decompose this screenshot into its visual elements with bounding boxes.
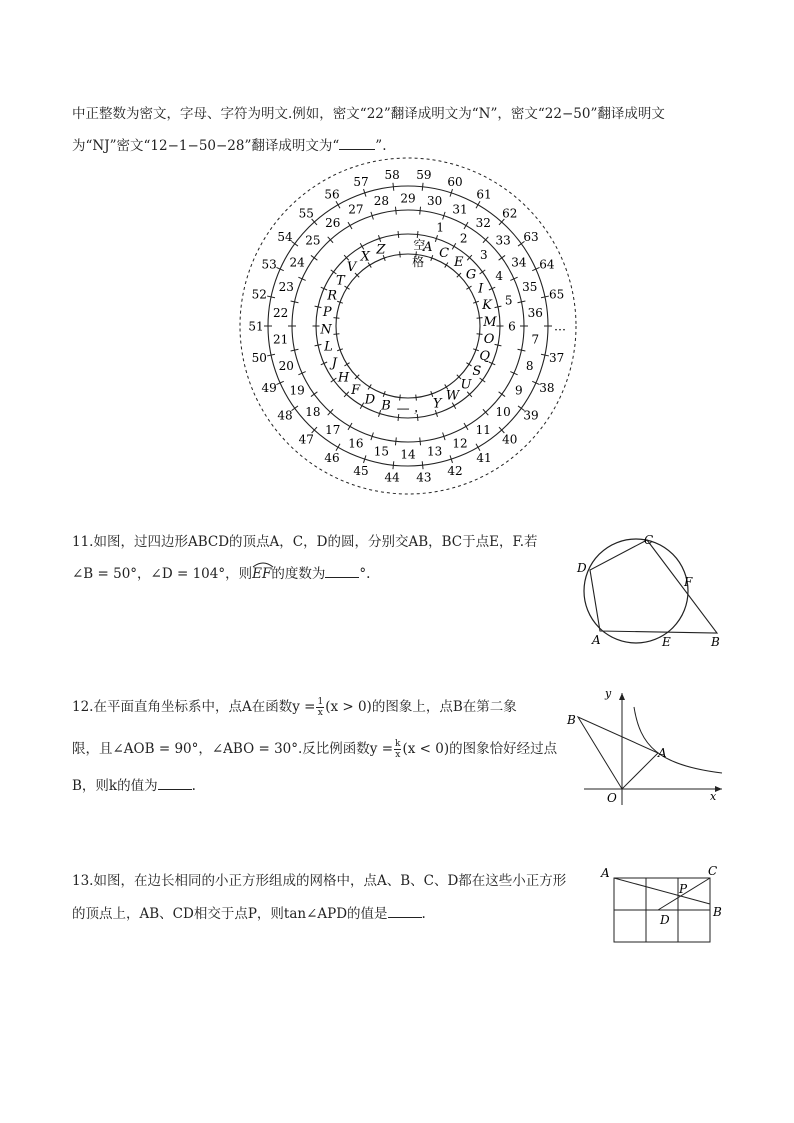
wheel-outer-number: 45	[353, 463, 369, 478]
wheel-letter: V	[346, 260, 357, 276]
wheel-letter: Q	[479, 348, 490, 364]
wheel-inner-number: 2	[459, 231, 468, 246]
wheel-tick	[360, 243, 364, 249]
wheel-outer-number: 61	[476, 187, 492, 202]
wheel-inner-number: 3	[479, 248, 488, 263]
wheel-inner-number: 6	[508, 319, 516, 334]
wheel-ring-inner	[316, 231, 500, 418]
q11-text-2c: °.	[359, 566, 371, 582]
q11-label-f: F	[684, 575, 693, 589]
wheel-letter: W	[445, 388, 460, 404]
wheel-tick	[499, 255, 505, 260]
wheel-outer-number: 65	[549, 287, 565, 302]
q11-label-b: B	[711, 635, 720, 649]
frac1-numerator: 1	[317, 697, 324, 707]
wheel-tick	[311, 392, 317, 397]
wheel-middle-number: 31	[452, 202, 468, 217]
wheel-outer-number: 40	[502, 432, 518, 447]
wheel-letter: S	[472, 364, 482, 380]
wheel-middle-number: 34	[511, 255, 527, 270]
answer-blank-intro[interactable]	[339, 137, 375, 150]
wheel-tick	[336, 201, 340, 208]
q12-text-2a: 限，且∠AOB = 90°，∠ABO = 30°.反比例函数y =	[72, 741, 394, 757]
wheel-middle-number: 13	[426, 444, 443, 459]
wheel-letter: F	[351, 382, 361, 398]
wheel-ring-outer	[268, 186, 548, 466]
wheel-letter: I	[478, 281, 484, 297]
wheel-inner-number: 4	[495, 269, 503, 284]
frac2-denominator: x	[395, 750, 401, 760]
arc-mark-icon	[252, 562, 274, 568]
q11-arc-label: EF	[252, 566, 272, 582]
q12-line-1	[72, 695, 517, 718]
intro-text-2a: 为“NJ”密文“12−1−50−28”翻译成明文为“	[72, 138, 340, 154]
wheel-tick	[495, 306, 502, 307]
wheel-outer-number: …	[554, 319, 566, 334]
wheel-middle-number: 33	[495, 233, 511, 248]
q13-line-2	[72, 902, 426, 922]
wheel-tick	[395, 207, 396, 215]
q12-fraction-2	[394, 739, 401, 760]
wheel-tick	[476, 201, 480, 208]
wheel-tick	[452, 243, 456, 249]
wheel-outer-number: 56	[324, 187, 340, 202]
q12-label-b: B	[567, 713, 576, 727]
wheel-tick	[445, 262, 448, 267]
wheel-letter: N	[320, 322, 332, 338]
q11-label-a: A	[592, 633, 601, 647]
q13-label-p: P	[679, 882, 688, 896]
frac1-denominator: x	[317, 708, 323, 718]
wheel-middle-number: 28	[373, 194, 390, 209]
wheel-middle-number: 7	[531, 332, 540, 347]
wheel-tick	[420, 207, 421, 215]
q13-label-b: B	[713, 905, 722, 919]
wheel-tick	[315, 344, 322, 345]
q11-arc-ef	[252, 566, 271, 582]
wheel-tick	[398, 231, 399, 238]
wheel-middle-number: 27	[348, 202, 364, 217]
wheel-outer-number: 58	[384, 168, 400, 183]
wheel-letter: M	[483, 314, 497, 330]
q13-label-d: D	[660, 913, 670, 927]
wheel-outer-number: 41	[476, 450, 492, 465]
q11-line-2	[72, 562, 370, 582]
wheel-letter: J	[331, 355, 337, 371]
wheel-tick	[452, 403, 456, 409]
wheel-tick	[393, 183, 394, 191]
wheel-tick	[348, 423, 352, 430]
q11-text-2b: 的度数为	[271, 566, 326, 582]
wheel-middle-number: 32	[475, 215, 491, 230]
wheel-tick	[422, 183, 423, 191]
q13-text-2a: 的顶点上，AB、CD相交于点P，则tan∠APD的值是	[72, 906, 388, 922]
wheel-middle-number: 12	[452, 436, 468, 451]
q11-label-d: D	[577, 561, 587, 575]
wheel-tick	[495, 344, 502, 345]
wheel-outer-number: 44	[384, 470, 400, 485]
wheel-tick	[315, 306, 322, 307]
wheel-tick	[477, 334, 483, 335]
wheel-outer-number: 63	[523, 229, 539, 244]
wheel-tick	[464, 222, 468, 229]
wheel-middle-number: 23	[278, 279, 294, 294]
wheel-outer-number: 57	[353, 174, 369, 189]
wheel-middle-number: 30	[426, 194, 443, 209]
wheel-inner-number: 1	[436, 220, 444, 235]
wheel-middle-number: 26	[325, 215, 341, 230]
wheel-tick	[333, 318, 339, 319]
wheel-outer-number: 39	[523, 408, 539, 423]
q12-figure	[562, 685, 742, 815]
wheel-letter: E	[453, 255, 464, 271]
q13-figure	[598, 862, 738, 952]
wheel-outer-number: 42	[447, 463, 463, 478]
wheel-outer-number: 60	[447, 174, 463, 189]
wheel-middle-number: 19	[289, 383, 305, 398]
frac2-numerator: k	[395, 739, 401, 749]
wheel-letter: L	[324, 339, 333, 355]
wheel-tick	[464, 423, 468, 430]
wheel-middle-number: 29	[400, 191, 416, 206]
wheel-letter: K	[482, 297, 492, 313]
q12-text-1b: (x > 0)的图象上，点B在第二象	[325, 699, 517, 715]
wheel-middle-number: 9	[515, 383, 523, 398]
wheel-letter: G	[465, 267, 477, 283]
wheel-letter: U	[460, 377, 472, 393]
intro-line-1	[72, 102, 665, 122]
wheel-tick	[348, 222, 352, 229]
wheel-letter: B	[381, 398, 391, 414]
wheel-outer-number: 55	[298, 206, 314, 221]
wheel-outer-number: 38	[539, 381, 555, 396]
wheel-outer-number: 46	[324, 450, 340, 465]
wheel-letter: O	[483, 332, 495, 348]
q11-label-e: E	[662, 635, 671, 649]
wheel-letter: P	[322, 305, 332, 321]
q12-text-2b: (x < 0)的图象恰好经过点	[402, 741, 558, 757]
wheel-tick	[466, 363, 471, 366]
wheel-tick	[311, 255, 317, 260]
wheel-middle-number: 18	[305, 404, 321, 419]
wheel-middle-number: 20	[278, 358, 294, 373]
q13-label-a: A	[601, 866, 610, 880]
wheel-tick	[400, 251, 401, 257]
wheel-outer-number: 53	[261, 257, 277, 272]
wheel-tick	[344, 363, 349, 366]
wheel-letter: C	[439, 246, 450, 262]
wheel-outer-number: 62	[502, 206, 518, 221]
wheel-outer-number: 48	[277, 408, 293, 423]
wheel-tick	[466, 286, 471, 289]
wheel-outer-number: 52	[251, 287, 267, 302]
intro-text-2b: ”.	[375, 138, 387, 154]
wheel-middle-number: 10	[495, 404, 511, 419]
q12-line-3	[72, 774, 196, 794]
q13-text-2b: .	[421, 906, 426, 922]
intro-text-1: 中正整数为密文，字母、字符为明文.例如，密文“22”翻译成明文为“N”，密文“22−50”翻译成明文	[72, 106, 665, 122]
wheel-space-char-1: 空	[413, 238, 426, 253]
wheel-middle-number: 35	[522, 279, 538, 294]
wheel-outer-number: 47	[298, 432, 314, 447]
wheel-outer-number: 64	[539, 257, 555, 272]
wheel-tick	[499, 392, 505, 397]
wheel-letter: Y	[432, 396, 442, 412]
wheel-middle-number: 36	[527, 305, 543, 320]
q12-label-y: y	[605, 687, 612, 700]
wheel-letter: —	[396, 401, 410, 417]
wheel-tick	[480, 270, 486, 274]
q12-label-a: A	[658, 746, 667, 760]
wheel-tick	[420, 437, 421, 445]
wheel-inner-number: 5	[504, 293, 513, 308]
wheel-tick	[476, 444, 480, 451]
wheel-middle-number: 16	[348, 436, 364, 451]
wheel-outer-number: 59	[416, 168, 432, 183]
wheel-letter: D	[364, 392, 376, 408]
wheel-letter: X	[360, 249, 370, 265]
wheel-tick	[333, 334, 339, 335]
q12-label-x: x	[710, 790, 717, 803]
q12-text-1a: 12.在平面直角坐标系中，点A在函数y =	[72, 699, 316, 715]
wheel-middle-number: 22	[273, 305, 289, 320]
wheel-outer-number: 43	[416, 470, 432, 485]
wheel-space-char-2: 格	[412, 255, 425, 270]
cipher-wheel-figure	[0, 150, 794, 530]
wheel-tick	[331, 378, 337, 382]
q11-label-c: C	[644, 533, 654, 547]
q11-line-1	[72, 530, 538, 550]
wheel-tick	[422, 461, 423, 469]
wheel-outer-number: 37	[549, 350, 565, 365]
wheel-tick	[417, 231, 418, 238]
wheel-tick	[395, 437, 396, 445]
wheel-tick	[336, 444, 340, 451]
answer-blank-q13[interactable]	[388, 905, 422, 918]
wheel-letter: Z	[376, 242, 386, 258]
wheel-tick	[416, 395, 417, 401]
q12-line-2	[72, 737, 557, 760]
wheel-tick	[360, 403, 364, 409]
wheel-tick	[344, 286, 349, 289]
wheel-middle-number: 8	[525, 358, 534, 373]
wheel-middle-number: 11	[475, 422, 491, 437]
q13-text-1: 13.如图，在边长相同的小正方形组成的网格中，点A、B、C、D都在这些小正方形	[72, 873, 567, 889]
wheel-letter: R	[327, 288, 338, 304]
wheel-middle-number: 14	[400, 447, 416, 462]
wheel-letter: T	[336, 273, 345, 289]
wheel-tick	[368, 384, 371, 389]
wheel-middle-number: 24	[289, 255, 305, 270]
wheel-tick	[393, 461, 394, 469]
q12-fraction-1	[316, 697, 324, 718]
q11-text-1: 11.如图，过四边形ABCD的顶点A，C，D的圆，分别交AB，BC于点E，F.若	[72, 534, 538, 550]
wheel-outer-number: 54	[277, 229, 293, 244]
wheel-middle-number: 21	[273, 332, 289, 347]
wheel-middle-number: 25	[305, 233, 321, 248]
q13-label-c: C	[708, 864, 718, 878]
wheel-letter: A	[423, 240, 433, 256]
answer-blank-q12[interactable]	[158, 777, 192, 790]
q12-text-3a: B，则k的值为	[72, 778, 158, 794]
q12-text-3b: .	[191, 778, 196, 794]
wheel-letter: H	[337, 370, 350, 386]
wheel-tick	[400, 395, 401, 401]
q11-text-2a: ∠B = 50°，∠D = 104°，则	[72, 566, 253, 582]
wheel-outer-number: 51	[248, 319, 264, 334]
wheel-outer-number: 50	[251, 350, 267, 365]
answer-blank-q11[interactable]	[325, 565, 359, 578]
wheel-middle-number: 17	[325, 422, 341, 437]
q13-line-1	[72, 869, 566, 889]
wheel-letter: ，	[413, 400, 427, 416]
q11-figure	[570, 525, 750, 655]
wheel-middle-number: 15	[373, 444, 390, 459]
wheel-tick	[477, 318, 483, 319]
wheel-outer-number: 49	[261, 381, 277, 396]
q12-label-o: O	[607, 791, 617, 805]
